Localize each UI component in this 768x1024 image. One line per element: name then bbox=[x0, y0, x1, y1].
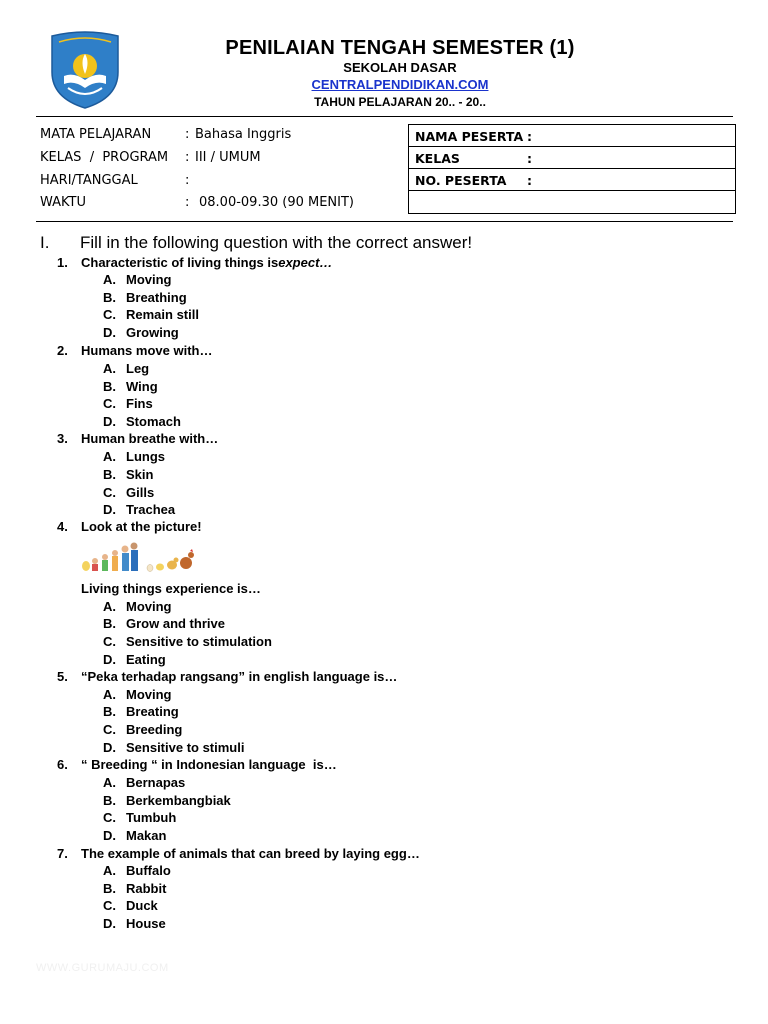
option-letter: A. bbox=[103, 687, 116, 702]
option-text: Breating bbox=[126, 704, 179, 719]
subject-value: Bahasa Inggris bbox=[195, 127, 292, 142]
school-name: SEKOLAH DASAR bbox=[343, 60, 457, 75]
option-letter: C. bbox=[103, 396, 116, 411]
question-text: “Peka terhadap rangsang” in english language is… bbox=[81, 669, 398, 684]
info-row-day bbox=[40, 173, 400, 193]
option-letter: C. bbox=[103, 810, 116, 825]
option-letter: D. bbox=[103, 502, 116, 517]
option-text: Bernapas bbox=[126, 775, 186, 790]
colon: : bbox=[527, 151, 532, 166]
watermark: WWW.GURUMAJU.COM bbox=[36, 962, 169, 974]
option-text: Sensitive to stimuli bbox=[126, 740, 245, 755]
colon: : bbox=[527, 173, 532, 188]
question-text-italic: expect… bbox=[278, 255, 333, 270]
life-cycle-picture bbox=[80, 540, 200, 574]
subject-label: MATA PELAJARAN bbox=[40, 127, 152, 142]
academic-year: TAHUN PELAJARAN 20.. - 20.. bbox=[314, 95, 486, 109]
option-text: Wing bbox=[126, 379, 158, 394]
option-letter: B. bbox=[103, 379, 116, 394]
option-letter: A. bbox=[103, 272, 116, 287]
option-text: Leg bbox=[126, 361, 150, 376]
option-letter: C. bbox=[103, 898, 116, 913]
option-text: Breeding bbox=[126, 722, 183, 737]
question-number: 1. bbox=[57, 255, 68, 270]
option-text: Fins bbox=[126, 396, 153, 411]
option-letter: A. bbox=[103, 449, 116, 464]
tut-wuri-handayani-logo bbox=[46, 28, 124, 110]
colon: : bbox=[185, 127, 190, 142]
option-letter: C. bbox=[103, 722, 116, 737]
option-letter: D. bbox=[103, 916, 116, 931]
time-label: WAKTU bbox=[40, 195, 87, 210]
question-text: Look at the picture! bbox=[81, 519, 202, 534]
option-letter: D. bbox=[103, 740, 116, 755]
option-text: Rabbit bbox=[126, 881, 167, 896]
option-letter: A. bbox=[103, 775, 116, 790]
option-letter: C. bbox=[103, 307, 116, 322]
question-number: 4. bbox=[57, 519, 68, 534]
option-letter: B. bbox=[103, 793, 116, 808]
question-number: 5. bbox=[57, 669, 68, 684]
option-letter: D. bbox=[103, 828, 116, 843]
option-text: Growing bbox=[126, 325, 179, 340]
option-letter: A. bbox=[103, 599, 116, 614]
participant-name-row[interactable] bbox=[409, 125, 735, 147]
option-letter: B. bbox=[103, 616, 116, 631]
question-text: The example of animals that can breed by laying egg… bbox=[81, 846, 420, 861]
option-letter: D. bbox=[103, 652, 116, 667]
question-text-main: Characteristic of living things is bbox=[81, 255, 279, 270]
website-link[interactable]: CENTRALPENDIDIKAN.COM bbox=[311, 77, 489, 92]
option-text: Moving bbox=[126, 687, 172, 702]
question-number: 3. bbox=[57, 431, 68, 446]
option-letter: A. bbox=[103, 361, 116, 376]
option-text: Moving bbox=[126, 272, 172, 287]
colon: : bbox=[185, 173, 190, 188]
question-number: 2. bbox=[57, 343, 68, 358]
question-text bbox=[81, 255, 332, 270]
header-divider bbox=[36, 116, 733, 117]
day-label: HARI/TANGGAL bbox=[40, 173, 138, 188]
option-text: Grow and thrive bbox=[126, 616, 225, 631]
participant-number-label: NO. PESERTA bbox=[415, 173, 507, 188]
question-subtext: Living things experience is… bbox=[81, 581, 261, 596]
option-text: House bbox=[126, 916, 166, 931]
option-text: Remain still bbox=[126, 307, 199, 322]
section-instruction: Fill in the following question with the correct answer! bbox=[80, 233, 473, 252]
participant-class-row[interactable] bbox=[409, 147, 735, 169]
info-divider bbox=[36, 221, 733, 222]
participant-extra-row[interactable] bbox=[409, 191, 735, 213]
class-value: III / UMUM bbox=[195, 150, 261, 165]
option-text: Breathing bbox=[126, 290, 187, 305]
option-text: Makan bbox=[126, 828, 167, 843]
option-letter: C. bbox=[103, 485, 116, 500]
option-text: Gills bbox=[126, 485, 155, 500]
option-text: Lungs bbox=[126, 449, 165, 464]
option-text: Tumbuh bbox=[126, 810, 177, 825]
option-letter: A. bbox=[103, 863, 116, 878]
question-number: 6. bbox=[57, 757, 68, 772]
participant-box bbox=[408, 124, 736, 214]
class-label: KELAS / PROGRAM bbox=[40, 150, 169, 165]
colon: : bbox=[527, 129, 532, 144]
option-text: Trachea bbox=[126, 502, 176, 517]
option-letter: C. bbox=[103, 634, 116, 649]
option-text: Skin bbox=[126, 467, 154, 482]
section-number: I. bbox=[40, 233, 50, 252]
participant-number-row[interactable] bbox=[409, 169, 735, 191]
info-row-time bbox=[40, 195, 400, 215]
participant-class-label: KELAS bbox=[415, 151, 460, 166]
colon: : bbox=[185, 150, 190, 165]
option-letter: B. bbox=[103, 290, 116, 305]
option-text: Eating bbox=[126, 652, 166, 667]
option-letter: B. bbox=[103, 467, 116, 482]
question-number: 7. bbox=[57, 846, 68, 861]
question-text: Humans move with… bbox=[81, 343, 213, 358]
option-text: Duck bbox=[126, 898, 158, 913]
participant-name-label: NAMA PESERTA bbox=[415, 129, 524, 144]
option-letter: D. bbox=[103, 325, 116, 340]
colon: : bbox=[185, 195, 190, 210]
question-text: Human breathe with… bbox=[81, 431, 219, 446]
option-text: Stomach bbox=[126, 414, 181, 429]
question-text: “ Breeding “ in Indonesian language is… bbox=[81, 757, 337, 772]
info-row-class bbox=[40, 150, 400, 170]
option-text: Sensitive to stimulation bbox=[126, 634, 272, 649]
option-text: Buffalo bbox=[126, 863, 171, 878]
option-text: Berkembangbiak bbox=[126, 793, 231, 808]
option-letter: B. bbox=[103, 704, 116, 719]
page-title: PENILAIAN TENGAH SEMESTER (1) bbox=[225, 37, 575, 59]
option-text: Moving bbox=[126, 599, 172, 614]
info-row-subject bbox=[40, 127, 400, 147]
option-letter: B. bbox=[103, 881, 116, 896]
option-letter: D. bbox=[103, 414, 116, 429]
time-value: 08.00-09.30 (90 MENIT) bbox=[199, 195, 355, 210]
